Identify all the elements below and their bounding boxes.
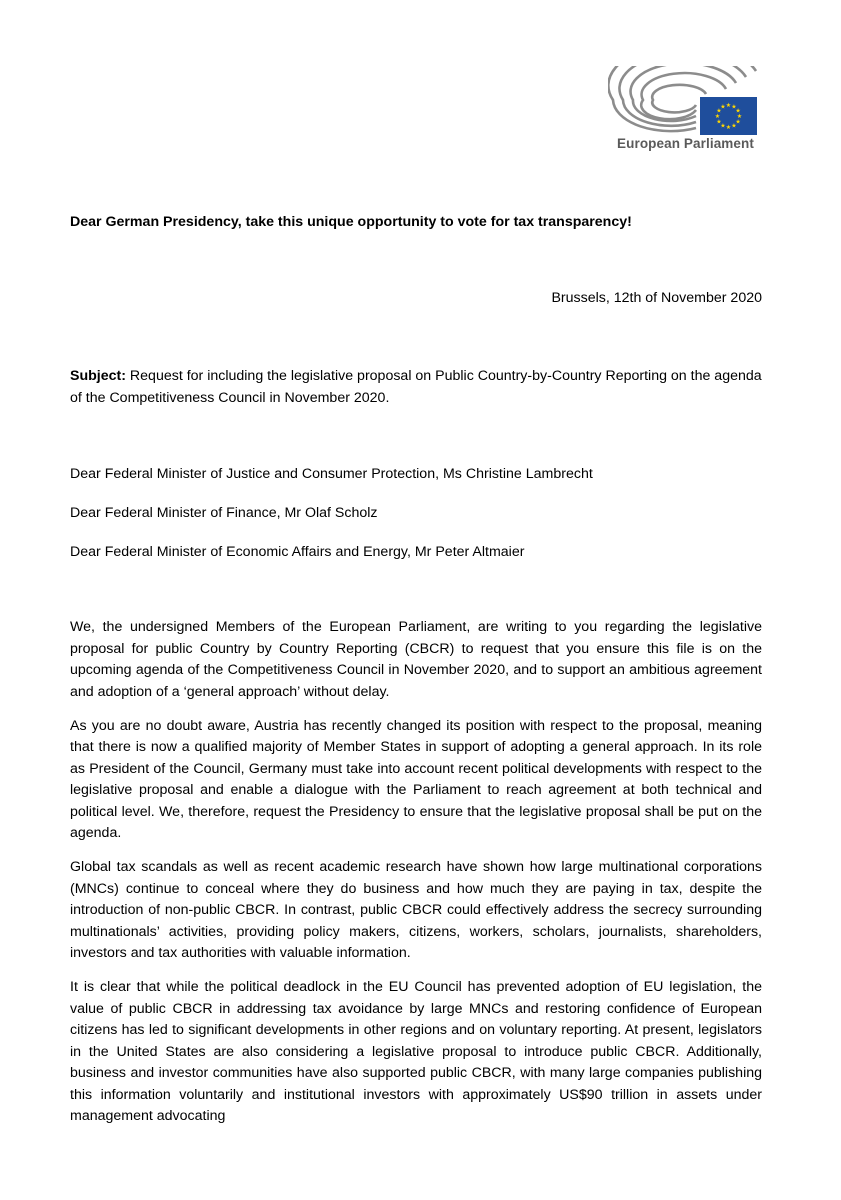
letter-body (70, 617, 762, 1140)
paragraph: Global tax scandals as well as recent academic research have shown how large multinational corporations (MNCs) continue to conceal where they do business and how much they are paying in tax, despite the introduction of non-public CBCR. In contrast, public CBCR could effectively address the secrecy surrounding multinationals’ activities, providing policy makers, citizens, workers, scholars, journalists, shareholders, investors and tax authorities with valuable information. (70, 859, 762, 961)
flag-star: ★ (735, 118, 741, 126)
hemicycle-flag-icon (608, 66, 763, 136)
letter-subject (70, 366, 762, 409)
subject-text: Request for including the legislative proposal on Public Country-by-Country Reporting on the agenda of the Competitiveness Council in November 2020. (70, 368, 762, 406)
salutation-economy-minister: Dear Federal Minister of Economic Affairs and Energy, Mr Peter Altmaier (70, 544, 525, 560)
european-parliament-logo (608, 66, 763, 158)
logo-wordmark: European Parliament (617, 136, 754, 151)
flag-star: ★ (725, 124, 732, 131)
flag-star: ★ (736, 113, 743, 120)
salutation-justice-minister: Dear Federal Minister of Justice and Consumer Protection, Ms Christine Lambrecht (70, 466, 593, 482)
flag-star: ★ (731, 103, 737, 111)
letter-date: Brussels, 12th of November 2020 (551, 290, 762, 306)
flag-star: ★ (735, 107, 741, 115)
flag-star: ★ (714, 113, 721, 120)
salutation-finance-minister: Dear Federal Minister of Finance, Mr Olaf Scholz (70, 505, 378, 521)
paragraph: It is clear that while the political deadlock in the EU Council has prevented adoption of EU legislation, the value of public CBCR in addressing tax avoidance by large MNCs and restoring confidence of European citizens has led to significant developments in other regions and on voluntary reporting. At present, legislators in the United States are also considering a legislative proposal to introduce public CBCR. Additionally, business and investor communities have also supported public CBCR, with many large companies publishing this information voluntarily and institutional investors with approximately US$90 trillion in assets under management advocating (70, 979, 762, 1124)
flag-star: ★ (720, 122, 726, 130)
flag-star: ★ (720, 103, 726, 111)
flag-star: ★ (731, 122, 737, 130)
letter-title: Dear German Presidency, take this unique opportunity to vote for tax transparency! (70, 214, 632, 230)
subject-label: Subject: (70, 368, 126, 384)
paragraph: We, the undersigned Members of the European Parliament, are writing to you regarding the legislative proposal for public Country by Country Reporting (CBCR) to request that you ensure this file is on the upcoming agenda of the Competitiveness Council in November 2020, and to support an ambitious agreement and adoption of a ‘general approach’ without delay. (70, 619, 762, 700)
paragraph: As you are no doubt aware, Austria has recently changed its position with respect to the proposal, meaning that there is now a qualified majority of Member States in support of adopting a general approach. In its role as President of the Council, Germany must take into account recent political developments with respect to the legislative proposal and enable a dialogue with the Parliament to reach agreement at both technical and political level. We, therefore, request the Presidency to ensure that the legislative proposal shall be put on the agenda. (70, 717, 762, 841)
flag-star: ★ (716, 118, 722, 126)
flag-star: ★ (716, 107, 722, 115)
flag-star: ★ (725, 102, 732, 109)
